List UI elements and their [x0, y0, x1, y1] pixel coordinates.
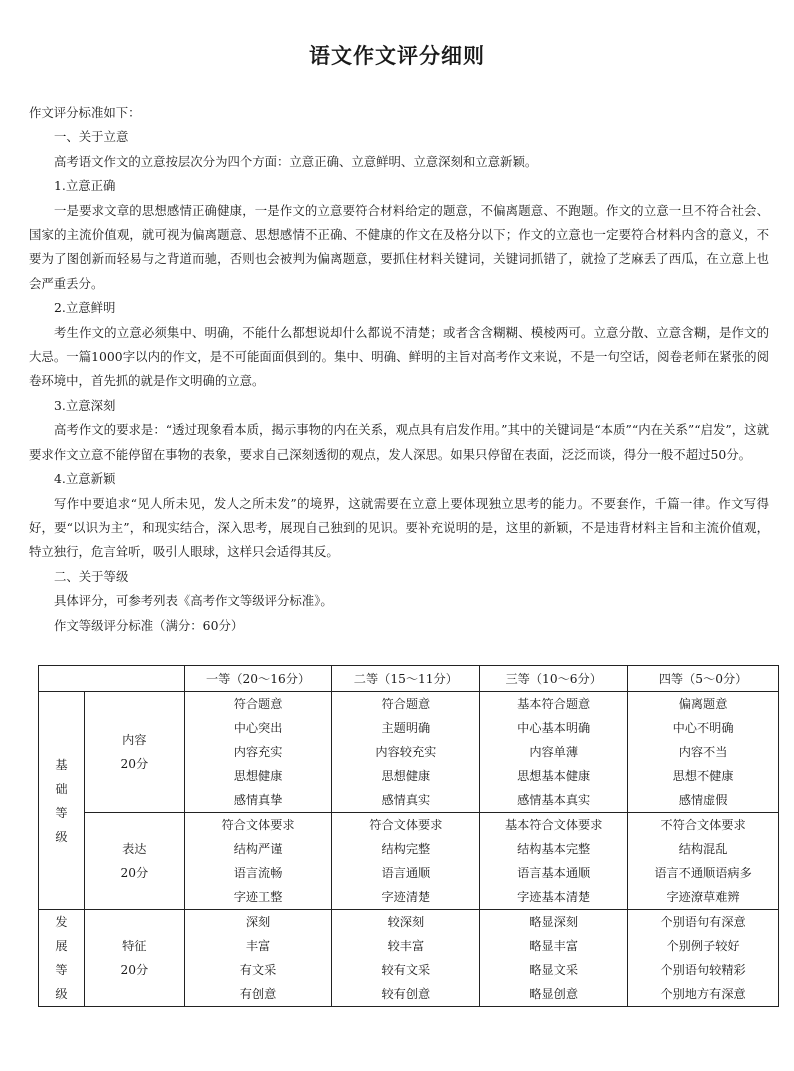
content-grade-1 [184, 692, 332, 813]
item-text: 写作中要追求“见人所未见，发人之所未发”的境界，这就需要在立意上要体现独立思考的能力。不要套作，千篇一律。作文写得好，要“以识为主”，和现实结合，深入思考，展现自己独到的见识。要补充说明的是，这里的新颖，不是违背材料主旨和主流价值观，特立独行，危言耸听，吸引人眼球，这样只会适得其反。 [29, 495, 769, 560]
table-cell-line: 思想不健康 [672, 769, 734, 783]
table-cell-line: 感情虚假 [678, 793, 728, 807]
page-title: 语文作文评分细则 [309, 44, 485, 68]
table-cell-line: 感情真实 [381, 793, 431, 807]
table-cell-line: 个别语句有深意 [660, 915, 746, 929]
table-cell-line: 思想健康 [381, 769, 431, 783]
table-cell-line: 丰富 [245, 939, 271, 953]
section-text: 高考语文作文的立意按层次分为四个方面：立意正确、立意鲜明、立意深刻和立意新颖。 [54, 153, 538, 169]
table-cell-line: 中心基本明确 [517, 721, 591, 735]
table-cell-line: 深刻 [245, 915, 271, 929]
table-cell-line: 结构基本完整 [517, 842, 591, 856]
grading-table [38, 665, 779, 1007]
content-grade-2 [332, 692, 480, 813]
document-body [29, 101, 769, 638]
table-cell-line: 语言流畅 [233, 866, 283, 880]
content-grade-4 [628, 692, 779, 813]
table-cell-line: 语言不通顺语病多 [654, 866, 752, 880]
table-cell-line: 字迹基本清楚 [517, 890, 591, 904]
header-grade-2: 二等（15～11分） [332, 666, 480, 692]
table-cell-line: 符合文体要求 [221, 818, 295, 832]
table-row-expression [39, 813, 779, 910]
content-label: 内容 20分 [84, 692, 184, 813]
table-cell-line: 略显文采 [529, 963, 579, 977]
table-cell-line: 结构混乱 [678, 842, 728, 856]
table-cell-line: 较有文采 [381, 963, 431, 977]
expression-label: 表达 20分 [84, 813, 184, 910]
item-text: 考生作文的立意必须集中、明确，不能什么都想说却什么都说不清楚；或者含含糊糊、模棱两可。立意分散、立意含糊，是作文的大忌。一篇1000字以内的作文，是不可能面面俱到的。集中、明确、鲜明的主旨对高考作文来说，不是一句空话，阅卷老师在紧张的阅卷环境中，首先抓的就是作文明确的立意。 [29, 324, 769, 389]
section-heading: 二、关于等级 [54, 568, 129, 584]
table-cell-line: 较丰富 [387, 939, 425, 953]
table-cell-line: 内容单薄 [529, 745, 579, 759]
item-heading: 2.立意鲜明 [54, 300, 116, 316]
table-cell-line: 语言通顺 [381, 866, 431, 880]
table-cell-line: 内容充实 [233, 745, 283, 759]
item-heading: 4.立意新颖 [54, 471, 116, 487]
table-cell-line: 字迹工整 [233, 890, 283, 904]
header-grade-4: 四等（5～0分） [628, 666, 779, 692]
content-grade-3 [480, 692, 628, 813]
table-cell-line: 偏离题意 [678, 697, 728, 711]
table-cell-line: 个别语句较精彩 [660, 963, 746, 977]
table-cell-line: 内容不当 [678, 745, 728, 759]
item-heading: 3.立意深刻 [54, 397, 116, 413]
table-cell-line: 内容较充实 [375, 745, 437, 759]
table-cell-line: 个别地方有深意 [660, 987, 746, 1001]
table-header-row [39, 666, 779, 692]
features-grade-3 [480, 910, 628, 1007]
header-grade-1: 一等（20～16分） [184, 666, 332, 692]
table-corner-cell [39, 666, 185, 692]
table-cell-line: 感情基本真实 [517, 793, 591, 807]
table-cell-line: 个别例子较好 [666, 939, 740, 953]
table-cell-line: 基本符合题意 [517, 697, 591, 711]
table-cell-line: 符合文体要求 [369, 818, 443, 832]
table-cell-line: 思想健康 [233, 769, 283, 783]
table-cell-line: 较深刻 [387, 915, 425, 929]
item-text: 一是要求文章的思想感情正确健康，一是作文的立意要符合材料给定的题意，不偏离题意、不跑题。作文的立意一旦不符合社会、国家的主流价值观，就可视为偏离题意、思想感情不正确、不健康的作文在及格分以下；作文的立意也一定要符合材料内含的意义，不要为了图创新而轻易与之背道而驰，否则也会被判为偏离题意，要抓住材料关键词，关键词抓错了，就捡了芝麻丢了西瓜，在立意上也会严重丢分。 [29, 202, 769, 291]
table-cell-line: 语言基本通顺 [517, 866, 591, 880]
section-heading: 一、关于立意 [54, 129, 129, 145]
table-cell-line: 不符合文体要求 [660, 818, 746, 832]
table-cell-line: 字迹清楚 [381, 890, 431, 904]
table-row-features [39, 910, 779, 1007]
table-cell-line: 中心突出 [233, 721, 283, 735]
table-cell-line: 思想基本健康 [517, 769, 591, 783]
table-cell-line: 有文采 [239, 963, 277, 977]
table-cell-line: 符合题意 [381, 697, 431, 711]
table-cell-line: 中心不明确 [672, 721, 734, 735]
development-level-label: 发 展 等 级 [39, 910, 85, 1007]
table-cell-line: 有创意 [239, 987, 277, 1001]
expression-grade-1 [184, 813, 332, 910]
expression-grade-3 [480, 813, 628, 910]
table-cell-line: 感情真挚 [233, 793, 283, 807]
table-cell-line: 基本符合文体要求 [504, 818, 603, 832]
basic-level-label: 基 础 等 级 [39, 692, 85, 910]
features-grade-2 [332, 910, 480, 1007]
expression-grade-2 [332, 813, 480, 910]
expression-grade-4 [628, 813, 779, 910]
table-caption: 作文等级评分标准（满分：60分） [54, 617, 244, 633]
table-cell-line: 结构严谨 [233, 842, 283, 856]
section-text: 具体评分，可参考列表《高考作文等级评分标准》。 [54, 593, 333, 609]
table-cell-line: 字迹潦草难辨 [666, 890, 740, 904]
item-heading: 1.立意正确 [54, 178, 116, 194]
table-cell-line: 较有创意 [381, 987, 431, 1001]
header-grade-3: 三等（10～6分） [480, 666, 628, 692]
features-grade-4 [628, 910, 779, 1007]
item-text: 高考作文的要求是：“透过现象看本质，揭示事物的内在关系，观点具有启发作用。”其中的关键词是“本质”“内在关系”“启发”，这就要求作文立意不能停留在事物的表象，要求自己深刻透彻的观点，发人深思。如果只停留在表面，泛泛而谈，得分一般不超过50分。 [29, 422, 769, 462]
table-row-content [39, 692, 779, 813]
table-cell-line: 主题明确 [381, 721, 431, 735]
table-cell-line: 略显创意 [529, 987, 579, 1001]
table-cell-line: 结构完整 [381, 842, 431, 856]
table-cell-line: 符合题意 [233, 697, 283, 711]
intro-text: 作文评分标准如下： [29, 105, 141, 120]
features-label: 特征 20分 [84, 910, 184, 1007]
table-cell-line: 略显丰富 [529, 939, 579, 953]
features-grade-1 [184, 910, 332, 1007]
table-cell-line: 略显深刻 [529, 915, 579, 929]
